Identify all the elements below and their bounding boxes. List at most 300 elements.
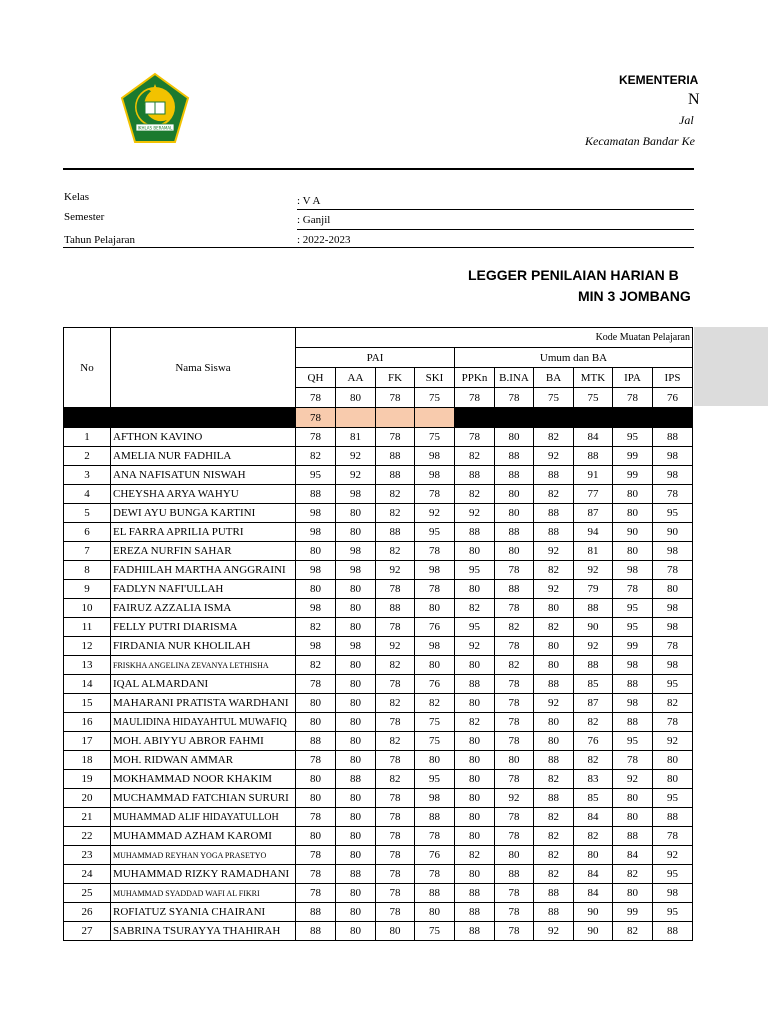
student-name: SABRINA TSURAYYA THAHIRAH xyxy=(111,922,296,941)
score-cell: 78 xyxy=(495,694,534,713)
score-cell: 78 xyxy=(296,846,336,865)
score-cell: 82 xyxy=(534,485,574,504)
score-cell: 88 xyxy=(613,827,653,846)
score-cell: 76 xyxy=(574,732,613,751)
score-cell: 88 xyxy=(296,903,336,922)
kelas-value: : V A xyxy=(297,195,321,207)
score-cell: 92 xyxy=(455,637,495,656)
row-number: 20 xyxy=(64,789,111,808)
score-cell: 92 xyxy=(534,542,574,561)
semester-value: : Ganjil xyxy=(297,214,331,226)
student-name: MUHAMMAD AZHAM KAROMI xyxy=(111,827,296,846)
student-name: FELLY PUTRI DIARISMA xyxy=(111,618,296,637)
table-row xyxy=(64,561,693,580)
table-row xyxy=(64,466,693,485)
student-name: FADLYN NAFI'ULLAH xyxy=(111,580,296,599)
score-cell: 78 xyxy=(495,561,534,580)
student-name: EL FARRA APRILIA PUTRI xyxy=(111,523,296,542)
score-cell: 78 xyxy=(415,865,455,884)
score-cell: 78 xyxy=(653,561,693,580)
row-number: 16 xyxy=(64,713,111,732)
subject-header: AA xyxy=(336,368,376,388)
student-name: CHEYSHA ARYA WAHYU xyxy=(111,485,296,504)
score-cell: 95 xyxy=(613,618,653,637)
score-cell: 80 xyxy=(336,599,376,618)
score-cell: 98 xyxy=(296,637,336,656)
kode-header: Kode Muatan Pelajaran xyxy=(296,328,693,348)
score-cell: 80 xyxy=(574,846,613,865)
table-row xyxy=(64,656,693,675)
score-cell: 82 xyxy=(376,694,415,713)
score-cell: 80 xyxy=(336,903,376,922)
school-name: N xyxy=(688,91,700,108)
row-number: 17 xyxy=(64,732,111,751)
score-cell: 78 xyxy=(415,542,455,561)
score-cell: 88 xyxy=(455,466,495,485)
score-cell: 92 xyxy=(336,447,376,466)
row-number: 27 xyxy=(64,922,111,941)
score-cell: 88 xyxy=(455,675,495,694)
score-cell: 88 xyxy=(455,884,495,903)
score-cell: 88 xyxy=(534,675,574,694)
student-name: EREZA NURFIN SAHAR xyxy=(111,542,296,561)
subject-header: FK xyxy=(376,368,415,388)
score-cell: 82 xyxy=(376,542,415,561)
school-address: Jal xyxy=(679,113,694,127)
score-cell: 78 xyxy=(495,903,534,922)
score-cell: 95 xyxy=(296,466,336,485)
score-cell: 82 xyxy=(653,694,693,713)
score-cell: 88 xyxy=(534,903,574,922)
score-cell: 88 xyxy=(534,751,574,770)
score-cell: 80 xyxy=(336,656,376,675)
score-cell: 88 xyxy=(376,523,415,542)
legger-title: LEGGER PENILAIAN HARIAN B xyxy=(468,267,679,283)
score-cell: 88 xyxy=(653,922,693,941)
score-cell: 80 xyxy=(336,846,376,865)
score-cell: 98 xyxy=(336,542,376,561)
table-row xyxy=(64,447,693,466)
score-cell: 88 xyxy=(495,865,534,884)
score-cell: 90 xyxy=(613,523,653,542)
score-cell: 88 xyxy=(296,485,336,504)
score-cell: 82 xyxy=(534,827,574,846)
row-number: 22 xyxy=(64,827,111,846)
score-cell: 81 xyxy=(336,428,376,447)
grade-table xyxy=(63,327,693,941)
score-cell: 78 xyxy=(495,827,534,846)
score-cell: 88 xyxy=(415,884,455,903)
table-row xyxy=(64,903,693,922)
score-cell: 80 xyxy=(296,542,336,561)
info-divider xyxy=(297,229,694,230)
score-cell: 80 xyxy=(495,428,534,447)
score-cell: 82 xyxy=(534,561,574,580)
no-header: No xyxy=(64,328,111,408)
score-cell: 98 xyxy=(653,599,693,618)
score-cell: 80 xyxy=(455,789,495,808)
score-cell: 78 xyxy=(495,922,534,941)
student-name: MUHAMMAD REYHAN YOGA PRASETYO xyxy=(111,846,296,865)
score-cell: 80 xyxy=(336,694,376,713)
score-cell: 76 xyxy=(415,618,455,637)
student-name: MAHARANI PRATISTA WARDHANI xyxy=(111,694,296,713)
student-name: FIRDANIA NUR KHOLILAH xyxy=(111,637,296,656)
score-cell: 98 xyxy=(613,561,653,580)
score-cell: 78 xyxy=(495,637,534,656)
score-cell: 92 xyxy=(574,561,613,580)
student-name: MOH. ABIYYU ABROR FAHMI xyxy=(111,732,296,751)
score-cell: 80 xyxy=(376,922,415,941)
subject-header: B.INA xyxy=(495,368,534,388)
score-cell: 88 xyxy=(495,580,534,599)
score-cell: 95 xyxy=(653,865,693,884)
score-cell: 99 xyxy=(613,447,653,466)
tahun-label: Tahun Pelajaran xyxy=(64,234,136,246)
table-row xyxy=(64,922,693,941)
score-cell: 78 xyxy=(415,485,455,504)
score-cell: 80 xyxy=(495,504,534,523)
score-cell: 88 xyxy=(376,466,415,485)
score-cell: 92 xyxy=(455,504,495,523)
score-cell: 78 xyxy=(495,713,534,732)
semester-label: Semester xyxy=(64,211,105,223)
info-divider xyxy=(63,247,694,248)
score-cell: 92 xyxy=(534,694,574,713)
score-cell: 77 xyxy=(574,485,613,504)
score-cell: 78 xyxy=(296,675,336,694)
score-cell: 82 xyxy=(534,808,574,827)
student-name: DEWI AYU BUNGA KARTINI xyxy=(111,504,296,523)
score-cell: 95 xyxy=(653,675,693,694)
score-cell: 88 xyxy=(653,428,693,447)
score-cell: 88 xyxy=(574,599,613,618)
score-cell: 78 xyxy=(495,732,534,751)
score-cell: 78 xyxy=(376,751,415,770)
score-cell: 78 xyxy=(653,713,693,732)
score-cell: 80 xyxy=(495,542,534,561)
student-name: MUCHAMMAD FATCHIAN SURURI xyxy=(111,789,296,808)
score-cell: 95 xyxy=(653,903,693,922)
score-cell: 95 xyxy=(415,770,455,789)
score-cell: 80 xyxy=(653,770,693,789)
table-row xyxy=(64,523,693,542)
score-cell: 84 xyxy=(574,808,613,827)
score-cell: 88 xyxy=(534,884,574,903)
row-number: 9 xyxy=(64,580,111,599)
score-cell: 78 xyxy=(376,846,415,865)
score-cell: 88 xyxy=(296,732,336,751)
score-cell: 80 xyxy=(534,599,574,618)
score-cell: 88 xyxy=(455,922,495,941)
score-cell: 82 xyxy=(534,428,574,447)
student-name: IQAL ALMARDANI xyxy=(111,675,296,694)
score-cell: 80 xyxy=(336,827,376,846)
score-cell: 87 xyxy=(574,504,613,523)
student-name: FRISKHA ANGELINA ZEVANYA LETHISHA xyxy=(111,656,296,675)
group-umum: Umum dan BA xyxy=(455,348,693,368)
score-cell: 92 xyxy=(415,504,455,523)
score-cell: 98 xyxy=(613,694,653,713)
score-cell: 80 xyxy=(455,808,495,827)
student-name: ANA NAFISATUN NISWAH xyxy=(111,466,296,485)
table-row xyxy=(64,580,693,599)
score-cell: 75 xyxy=(415,922,455,941)
score-cell: 82 xyxy=(376,732,415,751)
score-cell: 79 xyxy=(574,580,613,599)
table-row xyxy=(64,675,693,694)
score-cell: 78 xyxy=(376,865,415,884)
score-cell: 80 xyxy=(455,656,495,675)
score-cell: 80 xyxy=(296,694,336,713)
score-cell: 78 xyxy=(653,485,693,504)
score-cell: 78 xyxy=(376,808,415,827)
score-cell: 78 xyxy=(376,789,415,808)
student-name: MUHAMMAD SYADDAD WAFI AL FIKRI xyxy=(111,884,296,903)
table-header-row xyxy=(64,328,693,348)
score-cell: 80 xyxy=(455,732,495,751)
score-cell: 88 xyxy=(653,808,693,827)
student-name: MUHAMMAD ALIF HIDAYATULLOH xyxy=(111,808,296,827)
row-number: 19 xyxy=(64,770,111,789)
score-cell: 92 xyxy=(653,732,693,751)
score-cell: 82 xyxy=(495,618,534,637)
score-cell: 88 xyxy=(376,599,415,618)
score-cell: 82 xyxy=(296,618,336,637)
score-cell: 78 xyxy=(376,903,415,922)
score-cell: 80 xyxy=(495,485,534,504)
score-cell: 82 xyxy=(534,618,574,637)
score-cell: 78 xyxy=(495,770,534,789)
row-number: 6 xyxy=(64,523,111,542)
score-cell: 84 xyxy=(613,846,653,865)
student-name: ROFIATUZ SYANIA CHAIRANI xyxy=(111,903,296,922)
score-cell: 78 xyxy=(376,618,415,637)
score-cell: 88 xyxy=(415,808,455,827)
table-row xyxy=(64,789,693,808)
score-cell: 78 xyxy=(495,599,534,618)
score-cell: 82 xyxy=(534,865,574,884)
school-title: MIN 3 JOMBANG xyxy=(578,288,691,304)
score-cell: 80 xyxy=(455,751,495,770)
score-cell: 82 xyxy=(455,846,495,865)
score-cell: 92 xyxy=(495,789,534,808)
score-cell: 80 xyxy=(415,751,455,770)
score-cell: 78 xyxy=(455,428,495,447)
student-name: MOH. RIDWAN AMMAR xyxy=(111,751,296,770)
score-cell: 98 xyxy=(415,637,455,656)
student-name: MOKHAMMAD NOOR KHAKIM xyxy=(111,770,296,789)
score-cell: 82 xyxy=(455,447,495,466)
score-cell: 80 xyxy=(495,846,534,865)
table-row xyxy=(64,542,693,561)
score-cell: 82 xyxy=(495,656,534,675)
score-cell: 80 xyxy=(455,865,495,884)
score-cell: 82 xyxy=(574,827,613,846)
score-cell: 82 xyxy=(534,770,574,789)
student-name: FAIRUZ AZZALIA ISMA xyxy=(111,599,296,618)
score-cell: 94 xyxy=(574,523,613,542)
score-cell: 80 xyxy=(653,580,693,599)
highlight-row xyxy=(64,408,693,428)
score-cell: 95 xyxy=(613,428,653,447)
score-cell: 88 xyxy=(534,466,574,485)
score-cell: 78 xyxy=(653,827,693,846)
score-cell: 92 xyxy=(534,447,574,466)
score-cell: 99 xyxy=(613,466,653,485)
row-number: 23 xyxy=(64,846,111,865)
score-cell: 78 xyxy=(495,808,534,827)
score-cell: 85 xyxy=(574,675,613,694)
score-cell: 98 xyxy=(296,561,336,580)
score-cell: 82 xyxy=(376,504,415,523)
score-cell: 98 xyxy=(613,656,653,675)
score-cell: 78 xyxy=(296,751,336,770)
score-cell: 78 xyxy=(653,637,693,656)
school-district: Kecamatan Bandar Ke xyxy=(585,134,695,148)
score-cell: 80 xyxy=(613,808,653,827)
score-cell: 92 xyxy=(653,846,693,865)
score-cell: 82 xyxy=(376,656,415,675)
score-cell: 80 xyxy=(613,504,653,523)
score-cell: 88 xyxy=(495,447,534,466)
score-cell: 82 xyxy=(415,694,455,713)
score-cell: 78 xyxy=(296,884,336,903)
row-number: 18 xyxy=(64,751,111,770)
score-cell: 98 xyxy=(653,656,693,675)
row-number: 24 xyxy=(64,865,111,884)
score-cell: 98 xyxy=(336,637,376,656)
table-row xyxy=(64,827,693,846)
kelas-label: Kelas xyxy=(64,191,90,203)
table-row xyxy=(64,485,693,504)
score-cell: 76 xyxy=(415,675,455,694)
score-cell: 75 xyxy=(415,428,455,447)
score-cell: 98 xyxy=(653,466,693,485)
score-cell: 88 xyxy=(574,656,613,675)
grey-margin-block xyxy=(694,327,768,406)
score-cell: 91 xyxy=(574,466,613,485)
table-row xyxy=(64,884,693,903)
student-name: AFTHON KAVINO xyxy=(111,428,296,447)
score-cell: 95 xyxy=(653,504,693,523)
score-cell: 88 xyxy=(336,770,376,789)
kkm-cell: 76 xyxy=(653,388,693,408)
table-row xyxy=(64,732,693,751)
score-cell: 80 xyxy=(455,542,495,561)
student-name: FADHIILAH MARTHA ANGGRAINI xyxy=(111,561,296,580)
subject-header: PPKn xyxy=(455,368,495,388)
score-cell: 99 xyxy=(613,637,653,656)
score-cell: 78 xyxy=(415,580,455,599)
kkm-cell: 75 xyxy=(574,388,613,408)
score-cell: 85 xyxy=(574,789,613,808)
row-number: 10 xyxy=(64,599,111,618)
row-number: 3 xyxy=(64,466,111,485)
score-cell: 80 xyxy=(296,789,336,808)
score-cell: 90 xyxy=(653,523,693,542)
score-cell: 95 xyxy=(613,599,653,618)
score-cell: 78 xyxy=(296,808,336,827)
score-cell: 78 xyxy=(376,675,415,694)
score-cell: 80 xyxy=(534,656,574,675)
score-cell: 82 xyxy=(376,770,415,789)
info-divider xyxy=(297,209,694,210)
score-cell: 98 xyxy=(653,618,693,637)
table-row xyxy=(64,865,693,884)
score-cell: 88 xyxy=(495,466,534,485)
score-cell: 98 xyxy=(653,542,693,561)
score-cell: 78 xyxy=(613,580,653,599)
score-cell: 84 xyxy=(574,428,613,447)
subject-header: IPA xyxy=(613,368,653,388)
name-header: Nama Siswa xyxy=(111,328,296,408)
row-number: 11 xyxy=(64,618,111,637)
kkm-cell: 78 xyxy=(455,388,495,408)
score-cell: 88 xyxy=(613,713,653,732)
score-cell: 80 xyxy=(336,523,376,542)
score-cell: 98 xyxy=(653,447,693,466)
score-cell: 82 xyxy=(376,485,415,504)
student-name: AMELIA NUR FADHILA xyxy=(111,447,296,466)
score-cell: 80 xyxy=(534,637,574,656)
score-cell: 92 xyxy=(613,770,653,789)
row-number: 5 xyxy=(64,504,111,523)
kkm-cell: 78 xyxy=(376,388,415,408)
score-cell: 80 xyxy=(534,732,574,751)
score-cell: 92 xyxy=(336,466,376,485)
score-cell: 92 xyxy=(376,637,415,656)
score-cell: 78 xyxy=(415,827,455,846)
score-cell: 82 xyxy=(534,846,574,865)
score-cell: 81 xyxy=(574,542,613,561)
kemenag-logo xyxy=(118,72,192,146)
kkm-cell: 80 xyxy=(336,388,376,408)
score-cell: 80 xyxy=(296,770,336,789)
score-cell: 80 xyxy=(296,713,336,732)
score-cell: 88 xyxy=(534,523,574,542)
score-cell: 98 xyxy=(415,561,455,580)
score-cell: 78 xyxy=(376,827,415,846)
score-cell: 78 xyxy=(495,884,534,903)
row-number: 25 xyxy=(64,884,111,903)
score-cell: 80 xyxy=(415,903,455,922)
table-row xyxy=(64,504,693,523)
score-cell: 95 xyxy=(653,789,693,808)
score-cell: 80 xyxy=(296,827,336,846)
score-cell: 87 xyxy=(574,694,613,713)
score-cell: 80 xyxy=(455,694,495,713)
score-cell: 83 xyxy=(574,770,613,789)
row-number: 7 xyxy=(64,542,111,561)
score-cell: 75 xyxy=(415,713,455,732)
highlight-cell: 78 xyxy=(296,408,336,428)
score-cell: 80 xyxy=(336,618,376,637)
table-row xyxy=(64,751,693,770)
score-cell: 95 xyxy=(415,523,455,542)
score-cell: 99 xyxy=(613,903,653,922)
score-cell: 80 xyxy=(613,542,653,561)
score-cell: 82 xyxy=(613,922,653,941)
score-cell: 80 xyxy=(336,713,376,732)
score-cell: 92 xyxy=(574,637,613,656)
score-cell: 84 xyxy=(574,865,613,884)
score-cell: 84 xyxy=(574,884,613,903)
table-row xyxy=(64,637,693,656)
score-cell: 88 xyxy=(534,789,574,808)
score-cell: 78 xyxy=(495,675,534,694)
score-cell: 82 xyxy=(574,751,613,770)
